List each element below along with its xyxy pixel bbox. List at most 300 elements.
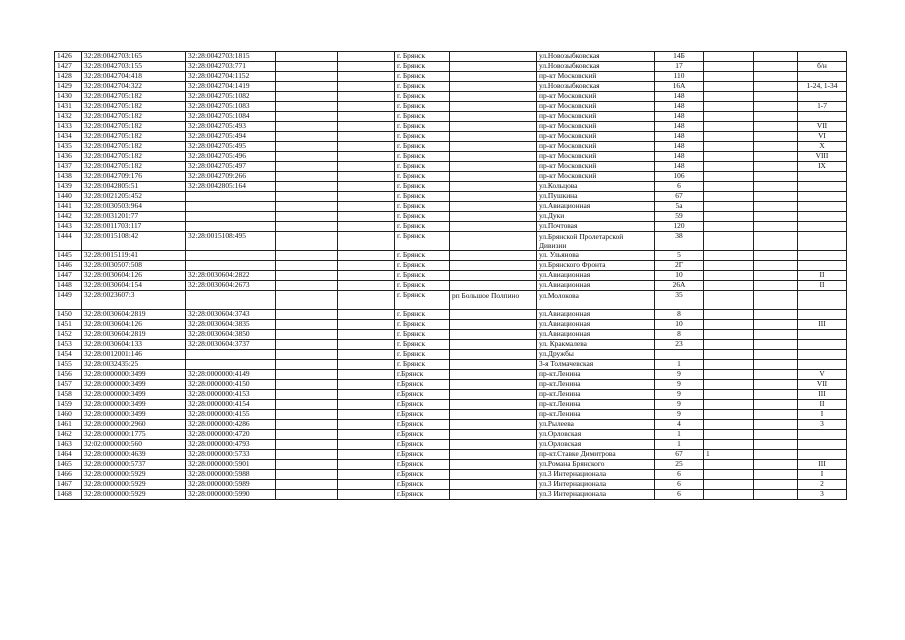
empty-cell	[338, 261, 395, 271]
city-cell: г. Брянск	[395, 281, 450, 291]
building-cell	[704, 172, 754, 182]
row-number-cell: 1464	[55, 450, 82, 460]
empty-cell	[754, 132, 798, 142]
object-number-cell: 32:28:0000000:5989	[186, 480, 276, 490]
table-row	[55, 360, 847, 370]
street-cell: ул.Авиационная	[537, 281, 655, 291]
premises-cell: 3	[798, 490, 847, 500]
house-cell: 1	[655, 430, 704, 440]
house-cell: 35	[655, 291, 704, 310]
empty-cell	[754, 271, 798, 281]
empty-cell	[276, 152, 338, 162]
house-cell: 9	[655, 400, 704, 410]
building-cell	[704, 202, 754, 212]
empty-cell	[276, 102, 338, 112]
table-row	[55, 291, 847, 310]
empty-cell	[276, 480, 338, 490]
empty-cell	[754, 360, 798, 370]
premises-cell: I	[798, 470, 847, 480]
locality-cell	[450, 52, 537, 62]
row-number-cell: 1457	[55, 380, 82, 390]
empty-cell	[276, 281, 338, 291]
row-number-cell: 1467	[55, 480, 82, 490]
row-number-cell: 1465	[55, 460, 82, 470]
empty-cell	[754, 430, 798, 440]
street-cell: ул.Рылеева	[537, 420, 655, 430]
table-row	[55, 202, 847, 212]
cadastral-number-cell: 32:28:0000000:4639	[82, 450, 186, 460]
empty-cell	[338, 460, 395, 470]
premises-cell: II	[798, 271, 847, 281]
city-cell: г. Брянск	[395, 310, 450, 320]
locality-cell	[450, 72, 537, 82]
building-cell	[704, 92, 754, 102]
street-cell: ул.Почтовая	[537, 222, 655, 232]
row-number-cell: 1453	[55, 340, 82, 350]
object-number-cell: 32:28:0042705:494	[186, 132, 276, 142]
row-number-cell: 1466	[55, 470, 82, 480]
empty-cell	[754, 470, 798, 480]
cadastral-number-cell: 32:28:0021205:452	[82, 192, 186, 202]
table-row	[55, 340, 847, 350]
empty-cell	[338, 222, 395, 232]
cadastral-number-cell: 32:28:0042705:182	[82, 102, 186, 112]
row-number-cell: 1450	[55, 310, 82, 320]
empty-cell	[338, 390, 395, 400]
locality-cell	[450, 470, 537, 480]
empty-cell	[276, 490, 338, 500]
empty-cell	[276, 52, 338, 62]
cadastral-number-cell: 32:28:0031201:77	[82, 212, 186, 222]
cadastral-number-cell: 32:28:0042805:51	[82, 182, 186, 192]
cadastral-number-cell: 32:28:0030604:126	[82, 320, 186, 330]
house-cell: 8	[655, 310, 704, 320]
locality-cell	[450, 232, 537, 251]
empty-cell	[754, 410, 798, 420]
row-number-cell: 1436	[55, 152, 82, 162]
cadastral-number-cell: 32:02:0000000:560	[82, 440, 186, 450]
city-cell: г.Брянск	[395, 430, 450, 440]
empty-cell	[754, 460, 798, 470]
empty-cell	[338, 112, 395, 122]
empty-cell	[754, 212, 798, 222]
empty-cell	[754, 62, 798, 72]
building-cell: 1	[704, 450, 754, 460]
row-number-cell: 1455	[55, 360, 82, 370]
premises-cell	[798, 212, 847, 222]
table-row	[55, 162, 847, 172]
building-cell	[704, 410, 754, 420]
city-cell: г. Брянск	[395, 251, 450, 261]
premises-cell	[798, 182, 847, 192]
empty-cell	[338, 450, 395, 460]
empty-cell	[276, 330, 338, 340]
street-cell: пр-кт Московский	[537, 132, 655, 142]
cadastral-number-cell: 32:28:0011703:117	[82, 222, 186, 232]
row-number-cell: 1430	[55, 92, 82, 102]
building-cell	[704, 112, 754, 122]
building-cell	[704, 420, 754, 430]
empty-cell	[276, 450, 338, 460]
building-cell	[704, 52, 754, 62]
building-cell	[704, 271, 754, 281]
object-number-cell: 32:28:0042805:164	[186, 182, 276, 192]
city-cell: г. Брянск	[395, 122, 450, 132]
building-cell	[704, 370, 754, 380]
premises-cell: VII	[798, 122, 847, 132]
empty-cell	[338, 102, 395, 112]
row-number-cell: 1426	[55, 52, 82, 62]
city-cell: г. Брянск	[395, 52, 450, 62]
locality-cell	[450, 450, 537, 460]
premises-cell	[798, 202, 847, 212]
city-cell: г. Брянск	[395, 72, 450, 82]
city-cell: г. Брянск	[395, 271, 450, 281]
object-number-cell: 32:28:0042704:1419	[186, 82, 276, 92]
locality-cell	[450, 251, 537, 261]
empty-cell	[276, 440, 338, 450]
table-row	[55, 350, 847, 360]
cadastral-number-cell: 32:28:0015108:42	[82, 232, 186, 251]
table-row	[55, 410, 847, 420]
locality-cell	[450, 340, 537, 350]
street-cell: ул.Брянской Пролетарской Дивизии	[537, 232, 655, 251]
premises-cell: X	[798, 142, 847, 152]
table-row	[55, 310, 847, 320]
empty-cell	[276, 232, 338, 251]
street-cell: пр-кт.Ленина	[537, 400, 655, 410]
house-cell: 26А	[655, 281, 704, 291]
empty-cell	[338, 271, 395, 281]
street-cell: ул.Новозыбковская	[537, 82, 655, 92]
table-row	[55, 172, 847, 182]
table-row	[55, 261, 847, 271]
cadastral-number-cell: 32:28:0042705:182	[82, 122, 186, 132]
object-number-cell: 32:28:0030604:2822	[186, 271, 276, 281]
city-cell: г. Брянск	[395, 62, 450, 72]
premises-cell: V	[798, 370, 847, 380]
locality-cell	[450, 281, 537, 291]
cadastral-number-cell: 32:28:0000000:3499	[82, 400, 186, 410]
row-number-cell: 1434	[55, 132, 82, 142]
street-cell: ул.Авиационная	[537, 330, 655, 340]
house-cell: 148	[655, 102, 704, 112]
premises-cell	[798, 72, 847, 82]
locality-cell	[450, 62, 537, 72]
building-cell	[704, 380, 754, 390]
city-cell: г.Брянск	[395, 410, 450, 420]
empty-cell	[754, 490, 798, 500]
row-number-cell: 1468	[55, 490, 82, 500]
street-cell: ул.Пушкина	[537, 192, 655, 202]
locality-cell	[450, 182, 537, 192]
street-cell: ул.3 Интернационала	[537, 490, 655, 500]
empty-cell	[754, 281, 798, 291]
cadastral-number-cell: 32:28:0030604:2819	[82, 330, 186, 340]
object-number-cell: 32:28:0000000:4720	[186, 430, 276, 440]
cadastral-number-cell: 32:28:0042705:182	[82, 92, 186, 102]
empty-cell	[338, 202, 395, 212]
house-cell: 10	[655, 320, 704, 330]
building-cell	[704, 212, 754, 222]
empty-cell	[338, 82, 395, 92]
table-row	[55, 82, 847, 92]
object-number-cell: 32:28:0042705:1084	[186, 112, 276, 122]
object-number-cell: 32:28:0042705:497	[186, 162, 276, 172]
table-row	[55, 470, 847, 480]
empty-cell	[754, 400, 798, 410]
house-cell: 6	[655, 470, 704, 480]
object-number-cell	[186, 222, 276, 232]
locality-cell	[450, 152, 537, 162]
object-number-cell: 32:28:0030604:3743	[186, 310, 276, 320]
locality-cell	[450, 192, 537, 202]
empty-cell	[276, 271, 338, 281]
empty-cell	[754, 261, 798, 271]
cadastral-number-cell: 32:28:0030604:2819	[82, 310, 186, 320]
street-cell: ул.Романа Брянского	[537, 460, 655, 470]
cadastral-number-cell: 32:28:0042705:182	[82, 152, 186, 162]
cadastral-number-cell: 32:28:0000000:5737	[82, 460, 186, 470]
empty-cell	[338, 490, 395, 500]
locality-cell	[450, 222, 537, 232]
object-number-cell: 32:28:0042705:495	[186, 142, 276, 152]
street-cell: ул. Кракмалева	[537, 340, 655, 350]
street-cell: ул.Кольцова	[537, 182, 655, 192]
locality-cell	[450, 350, 537, 360]
cadastral-number-cell: 32:28:0023607:3	[82, 291, 186, 310]
row-number-cell: 1429	[55, 82, 82, 92]
locality-cell	[450, 102, 537, 112]
street-cell: пр-кт Московский	[537, 162, 655, 172]
empty-cell	[276, 202, 338, 212]
object-number-cell: 32:28:0042705:1082	[186, 92, 276, 102]
house-cell: 67	[655, 450, 704, 460]
city-cell: г. Брянск	[395, 82, 450, 92]
object-number-cell: 32:28:0000000:5990	[186, 490, 276, 500]
house-cell: 25	[655, 460, 704, 470]
house-cell: 17	[655, 62, 704, 72]
building-cell	[704, 490, 754, 500]
row-number-cell: 1463	[55, 440, 82, 450]
empty-cell	[754, 182, 798, 192]
locality-cell	[450, 400, 537, 410]
house-cell: 6	[655, 480, 704, 490]
empty-cell	[338, 480, 395, 490]
row-number-cell: 1449	[55, 291, 82, 310]
locality-cell	[450, 92, 537, 102]
empty-cell	[754, 291, 798, 310]
premises-cell: III	[798, 390, 847, 400]
premises-cell	[798, 222, 847, 232]
house-cell: 9	[655, 370, 704, 380]
street-cell: ул.Орловская	[537, 430, 655, 440]
empty-cell	[276, 82, 338, 92]
object-number-cell: 32:28:0000000:4153	[186, 390, 276, 400]
row-number-cell: 1448	[55, 281, 82, 291]
empty-cell	[754, 122, 798, 132]
object-number-cell: 32:28:0042703:771	[186, 62, 276, 72]
locality-cell: рп Большое Полпино	[450, 291, 537, 310]
building-cell	[704, 142, 754, 152]
city-cell: г.Брянск	[395, 420, 450, 430]
row-number-cell: 1446	[55, 261, 82, 271]
cadastral-number-cell: 32:28:0042705:182	[82, 132, 186, 142]
locality-cell	[450, 82, 537, 92]
object-number-cell: 32:28:0000000:5988	[186, 470, 276, 480]
city-cell: г. Брянск	[395, 152, 450, 162]
object-number-cell: 32:28:0015108:495	[186, 232, 276, 251]
street-cell: пр-кт Московский	[537, 102, 655, 112]
object-number-cell	[186, 202, 276, 212]
table-row	[55, 420, 847, 430]
building-cell	[704, 281, 754, 291]
row-number-cell: 1433	[55, 122, 82, 132]
house-cell: 148	[655, 112, 704, 122]
premises-cell	[798, 430, 847, 440]
cadastral-number-cell: 32:28:0042703:165	[82, 52, 186, 62]
premises-cell: VII	[798, 380, 847, 390]
empty-cell	[276, 192, 338, 202]
empty-cell	[338, 142, 395, 152]
object-number-cell: 32:28:0042705:493	[186, 122, 276, 132]
empty-cell	[276, 162, 338, 172]
object-number-cell: 32:28:0000000:5733	[186, 450, 276, 460]
city-cell: г.Брянск	[395, 400, 450, 410]
premises-cell: б/н	[798, 62, 847, 72]
building-cell	[704, 192, 754, 202]
empty-cell	[338, 310, 395, 320]
empty-cell	[338, 420, 395, 430]
building-cell	[704, 460, 754, 470]
street-cell: ул.3 Интернационала	[537, 480, 655, 490]
cadastral-number-cell: 32:28:0015119:41	[82, 251, 186, 261]
house-cell: 16А	[655, 82, 704, 92]
premises-cell: 2	[798, 480, 847, 490]
empty-cell	[276, 182, 338, 192]
empty-cell	[754, 102, 798, 112]
house-cell: 6	[655, 182, 704, 192]
street-cell: пр-кт Московский	[537, 172, 655, 182]
locality-cell	[450, 172, 537, 182]
building-cell	[704, 470, 754, 480]
object-number-cell: 32:28:0000000:4155	[186, 410, 276, 420]
empty-cell	[338, 162, 395, 172]
empty-cell	[338, 470, 395, 480]
house-cell: 9	[655, 410, 704, 420]
house-cell: 5а	[655, 202, 704, 212]
empty-cell	[754, 480, 798, 490]
object-number-cell: 32:28:0030604:3835	[186, 320, 276, 330]
empty-cell	[338, 291, 395, 310]
empty-cell	[754, 152, 798, 162]
table-row	[55, 72, 847, 82]
city-cell: г.Брянск	[395, 440, 450, 450]
row-number-cell: 1456	[55, 370, 82, 380]
empty-cell	[276, 370, 338, 380]
cadastral-number-cell: 32:28:0030503:964	[82, 202, 186, 212]
house-cell: 106	[655, 172, 704, 182]
empty-cell	[276, 350, 338, 360]
cadastral-number-cell: 32:28:0000000:3499	[82, 380, 186, 390]
street-cell: ул. Ульянова	[537, 251, 655, 261]
empty-cell	[276, 132, 338, 142]
locality-cell	[450, 490, 537, 500]
cadastral-number-cell: 32:28:0000000:1775	[82, 430, 186, 440]
locality-cell	[450, 390, 537, 400]
street-cell: пр-кт.Ленина	[537, 370, 655, 380]
empty-cell	[338, 182, 395, 192]
building-cell	[704, 82, 754, 92]
city-cell: г. Брянск	[395, 222, 450, 232]
city-cell: г.Брянск	[395, 490, 450, 500]
empty-cell	[754, 172, 798, 182]
premises-cell: III	[798, 320, 847, 330]
empty-cell	[754, 340, 798, 350]
house-cell: 9	[655, 380, 704, 390]
object-number-cell: 32:28:0000000:4154	[186, 400, 276, 410]
empty-cell	[338, 330, 395, 340]
building-cell	[704, 430, 754, 440]
row-number-cell: 1427	[55, 62, 82, 72]
house-cell: 8	[655, 330, 704, 340]
empty-cell	[338, 380, 395, 390]
table-row	[55, 152, 847, 162]
empty-cell	[338, 400, 395, 410]
empty-cell	[338, 212, 395, 222]
table-row	[55, 330, 847, 340]
row-number-cell: 1459	[55, 400, 82, 410]
house-cell: 148	[655, 92, 704, 102]
empty-cell	[276, 62, 338, 72]
street-cell: пр-кт.Ленина	[537, 410, 655, 420]
locality-cell	[450, 430, 537, 440]
table-row	[55, 460, 847, 470]
building-cell	[704, 261, 754, 271]
object-number-cell	[186, 261, 276, 271]
object-number-cell: 32:28:0030604:3850	[186, 330, 276, 340]
table-row	[55, 450, 847, 460]
empty-cell	[754, 320, 798, 330]
row-number-cell: 1443	[55, 222, 82, 232]
street-cell: ул.Авиационная	[537, 320, 655, 330]
empty-cell	[754, 162, 798, 172]
locality-cell	[450, 261, 537, 271]
table-row	[55, 271, 847, 281]
empty-cell	[754, 390, 798, 400]
cadastral-number-cell: 32:28:0042705:182	[82, 112, 186, 122]
locality-cell	[450, 380, 537, 390]
empty-cell	[276, 320, 338, 330]
premises-cell	[798, 261, 847, 271]
building-cell	[704, 350, 754, 360]
city-cell: г. Брянск	[395, 212, 450, 222]
table-row	[55, 192, 847, 202]
city-cell: г.Брянск	[395, 480, 450, 490]
cadastral-number-cell: 32:28:0000000:5929	[82, 470, 186, 480]
object-number-cell: 32:28:0042704:1152	[186, 72, 276, 82]
table-row	[55, 490, 847, 500]
empty-cell	[276, 420, 338, 430]
empty-cell	[276, 410, 338, 420]
premises-cell	[798, 92, 847, 102]
premises-cell	[798, 112, 847, 122]
cadastral-number-cell: 32:28:0000000:3499	[82, 410, 186, 420]
table-row	[55, 122, 847, 132]
city-cell: г. Брянск	[395, 112, 450, 122]
table-row	[55, 320, 847, 330]
premises-cell	[798, 330, 847, 340]
